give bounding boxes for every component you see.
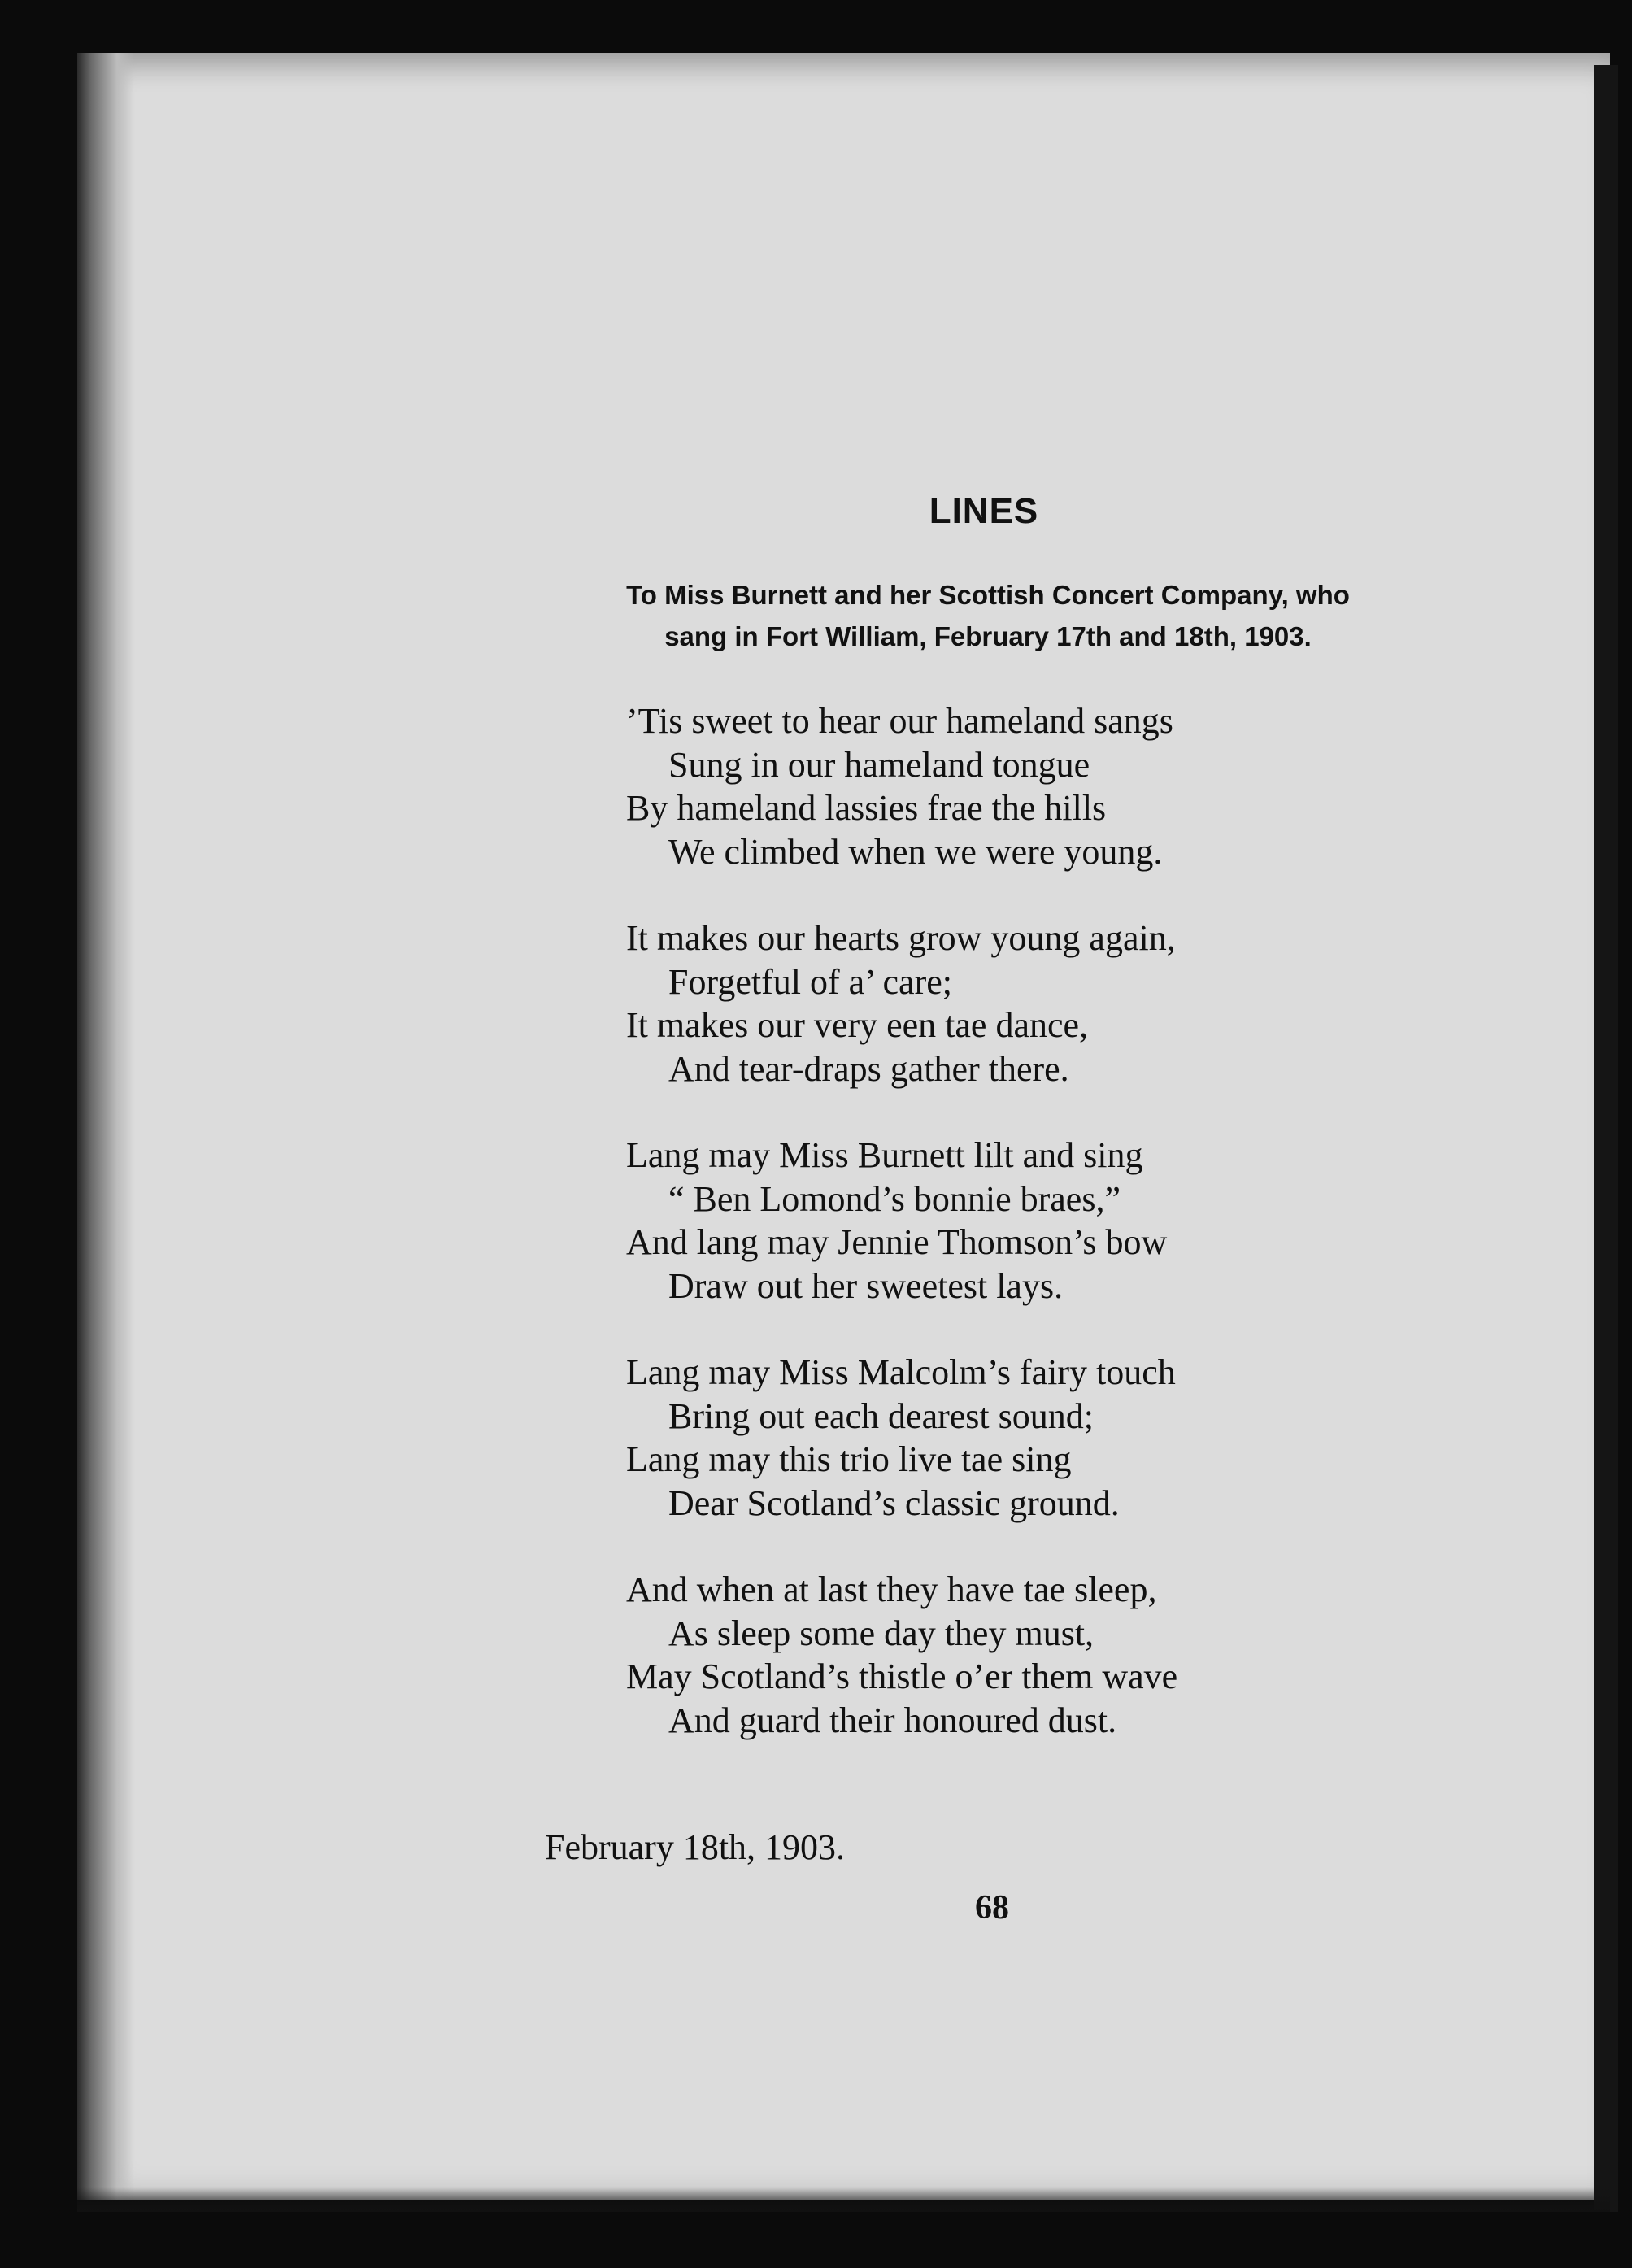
- poem-line: May Scotland’s thistle o’er them wave: [626, 1656, 1178, 1696]
- dedication-line: To Miss Burnett and her Scottish Concert Company, who: [626, 580, 1350, 610]
- stanza: [626, 699, 1439, 873]
- poem-line: And when at last they have tae sleep,: [626, 1569, 1157, 1609]
- poem-date: February 18th, 1903.: [545, 1827, 846, 1867]
- poem-title: LINES: [929, 491, 1039, 531]
- poem-line: And lang may Jennie Thomson’s bow: [626, 1222, 1168, 1262]
- stanza: [626, 916, 1439, 1090]
- poem-line: Lang may this trio live tae sing: [626, 1439, 1072, 1479]
- stanza: [626, 1134, 1439, 1308]
- poem-body: [626, 699, 1439, 1785]
- poem-line: And tear-draps gather there.: [668, 1048, 1069, 1089]
- poem-line: It makes our hearts grow young again,: [626, 918, 1176, 958]
- poem-line: Sung in our hameland tongue: [668, 744, 1090, 785]
- page-bottom-edge: [77, 2187, 1610, 2212]
- poem-line: And guard their honoured dust.: [668, 1700, 1117, 1740]
- stanza: [626, 1351, 1439, 1525]
- page-binding-edge: [77, 53, 134, 2200]
- poem-line: Draw out her sweetest lays.: [668, 1265, 1064, 1306]
- poem-line: Forgetful of a’ care;: [668, 961, 952, 1002]
- poem-line: Bring out each dearest sound;: [668, 1395, 1094, 1436]
- poem-line: It makes our very een tae dance,: [626, 1005, 1089, 1045]
- poem-line: As sleep some day they must,: [668, 1613, 1095, 1653]
- poem-line: “ Ben Lomond’s bonnie braes,”: [668, 1178, 1121, 1219]
- page-number: 68: [975, 1889, 1009, 1926]
- poem-line: Dear Scotland’s classic ground.: [668, 1482, 1120, 1523]
- poem-line: Lang may Miss Burnett lilt and sing: [626, 1135, 1143, 1175]
- poem-line: Lang may Miss Malcolm’s fairy touch: [626, 1352, 1176, 1392]
- page-right-edge: [1594, 65, 1618, 2212]
- poem-line: We climbed when we were young.: [668, 831, 1163, 872]
- dedication-line: sang in Fort William, February 17th and 18th, 1903.: [664, 621, 1312, 651]
- stanza: [626, 1568, 1439, 1742]
- poem-line: ’Tis sweet to hear our hameland sangs: [626, 701, 1173, 741]
- poem-line: By hameland lassies frae the hills: [626, 788, 1107, 828]
- poem-dedication: [529, 574, 1447, 657]
